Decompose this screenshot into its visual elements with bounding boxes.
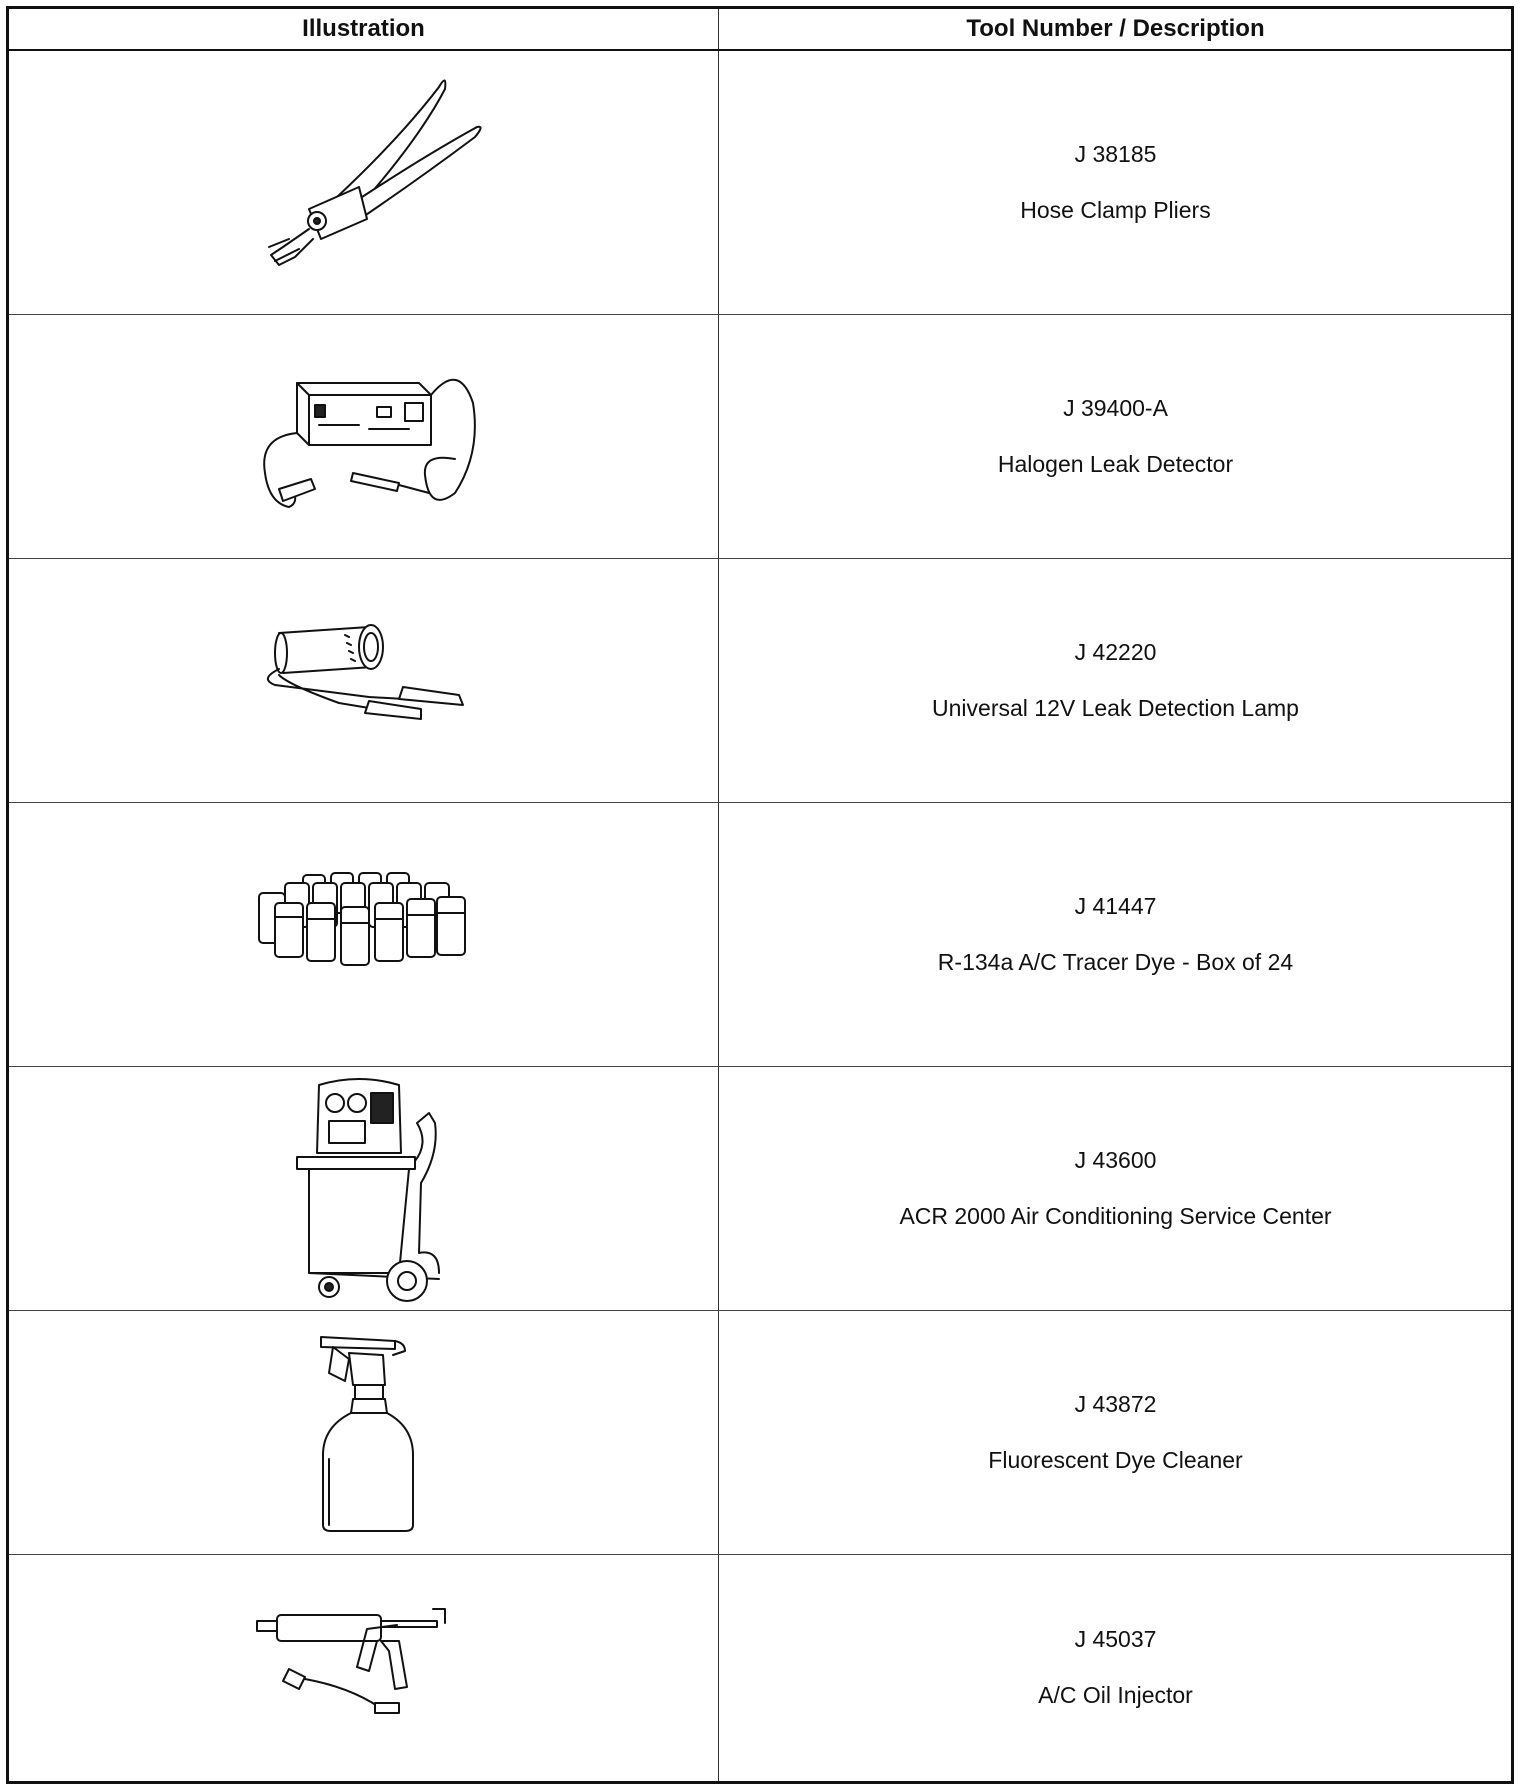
illustration-cell — [9, 1067, 718, 1310]
tool-cell — [720, 1311, 1511, 1554]
ac-service-center-icon — [289, 1073, 459, 1305]
header-tool-number-description: Tool Number / Description — [966, 15, 1265, 42]
tool-cell — [720, 315, 1511, 558]
tool-description: ACR 2000 Air Conditioning Service Center — [899, 1202, 1332, 1229]
illustration-cell — [9, 803, 718, 1066]
tool-number: J 42220 — [1074, 638, 1157, 665]
tracer-dye-bottles-icon — [249, 869, 489, 979]
tool-cell — [720, 559, 1511, 802]
illustration-cell — [9, 559, 718, 802]
table-header-row — [9, 9, 1511, 51]
table-row — [9, 559, 1511, 803]
table-row — [9, 803, 1511, 1067]
tool-number: J 39400-A — [1063, 394, 1168, 421]
table-row — [9, 1555, 1511, 1781]
tool-number: J 41447 — [1074, 892, 1157, 919]
tool-cell — [720, 51, 1511, 314]
table-row — [9, 1067, 1511, 1311]
tool-description: Fluorescent Dye Cleaner — [988, 1446, 1243, 1473]
tool-description: A/C Oil Injector — [1038, 1682, 1193, 1708]
tool-number: J 45037 — [1074, 1626, 1157, 1652]
illustration-cell — [9, 1311, 718, 1554]
table-row — [9, 51, 1511, 315]
special-tools-table — [6, 6, 1514, 1784]
tool-description: R-134a A/C Tracer Dye - Box of 24 — [937, 948, 1294, 975]
oil-injector-icon — [249, 1607, 489, 1727]
tool-number: J 38185 — [1074, 140, 1157, 167]
tool-number: J 43872 — [1074, 1390, 1157, 1417]
tool-description: Universal 12V Leak Detection Lamp — [932, 694, 1299, 721]
table-row — [9, 1311, 1511, 1555]
tool-cell — [720, 1555, 1511, 1781]
header-illustration: Illustration — [302, 15, 425, 42]
table-row — [9, 315, 1511, 559]
tool-description: Hose Clamp Pliers — [1020, 196, 1211, 223]
spray-bottle-icon — [309, 1333, 419, 1535]
illustration-cell — [9, 315, 718, 558]
leak-detection-lamp-icon — [249, 619, 489, 729]
illustration-cell — [9, 1555, 718, 1781]
illustration-cell — [9, 51, 718, 314]
tool-cell — [720, 803, 1511, 1066]
hose-clamp-pliers-icon — [249, 69, 489, 269]
tool-number: J 43600 — [1074, 1146, 1157, 1173]
tool-cell — [720, 1067, 1511, 1310]
tool-description: Halogen Leak Detector — [997, 450, 1234, 477]
halogen-leak-detector-icon — [249, 363, 489, 523]
